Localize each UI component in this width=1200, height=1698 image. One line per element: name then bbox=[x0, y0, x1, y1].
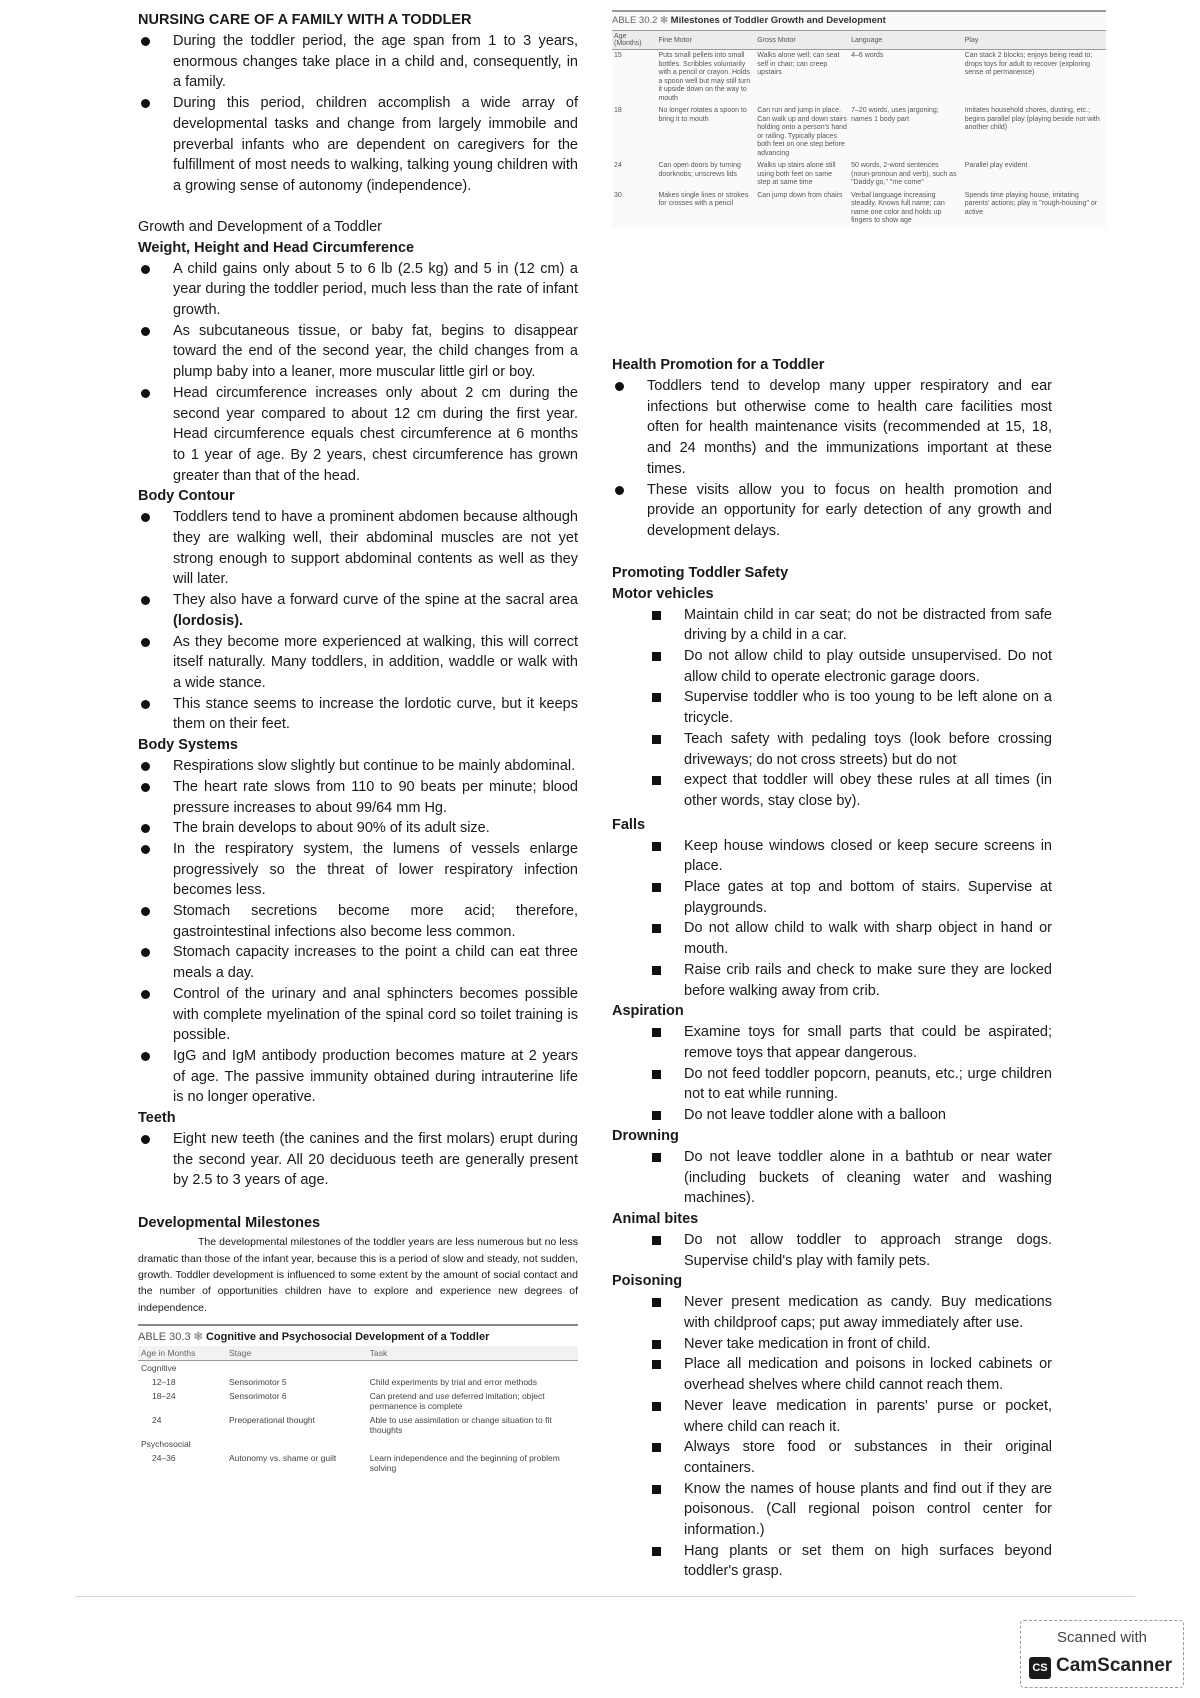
list-item: Do not allow toddler to approach strange dogs. Supervise child's play with family pets. bbox=[612, 1230, 1052, 1271]
bullet-icon bbox=[141, 265, 150, 274]
health-list bbox=[612, 376, 1052, 542]
systems-list bbox=[138, 756, 578, 1108]
square-bullet-icon bbox=[652, 1236, 661, 1245]
section-heading: Drowning bbox=[612, 1127, 679, 1144]
list-item: Do not leave toddler alone with a balloon bbox=[612, 1105, 1052, 1126]
section-heading: Falls bbox=[612, 816, 646, 833]
drowning-list bbox=[612, 1147, 1052, 1209]
list-item: IgG and IgM antibody production becomes mature at 2 years of age. The passive immunity obtained during intrauterine life is no longer operative. bbox=[138, 1046, 578, 1108]
list-item: Eight new teeth (the canines and the first molars) erupt during the second year. All 20 deciduous teeth are generally present by 2.5 to 3 years of age. bbox=[138, 1129, 578, 1191]
table-row: Cognitive bbox=[141, 1363, 177, 1374]
list-item: They also have a forward curve of the spine at the sacral area (lordosis). bbox=[138, 590, 578, 631]
bullet-icon bbox=[141, 99, 150, 108]
table-header: Gross Motor bbox=[755, 31, 849, 50]
list-item: These visits allow you to focus on health promotion and provide an opportunity for early detection of any growth and development delays. bbox=[612, 480, 1052, 542]
list-item: During this period, children accomplish a wide array of developmental tasks and change from largely immobile and preverbal infants who are dependent on caregivers for the fulfillment of most needs to walking, talking young children with a growing sense of autonomy (independence). bbox=[138, 93, 578, 197]
bullet-icon bbox=[141, 389, 150, 398]
list-item: Control of the urinary and anal sphincters becomes possible with complete myelination of the spinal cord so toilet training is possible. bbox=[138, 984, 578, 1046]
square-bullet-icon bbox=[652, 883, 661, 892]
bullet-icon bbox=[141, 990, 150, 999]
section-heading: Animal bites bbox=[612, 1210, 699, 1227]
square-bullet-icon bbox=[652, 924, 661, 933]
table-row: Psychosocial bbox=[141, 1439, 191, 1450]
list-item: Toddlers tend to have a prominent abdomen because although they are walking well, their abdominal muscles are not yet strong enough to support abdominal contents as well as they will later. bbox=[138, 507, 578, 590]
left-column bbox=[138, 10, 578, 1475]
bullet-icon bbox=[141, 762, 150, 771]
bullet-icon bbox=[141, 824, 150, 833]
list-item: expect that toddler will obey these rules at all times (in other words, stay close by). bbox=[612, 770, 1052, 811]
list-item: Examine toys for small parts that could be aspirated; remove toys that appear dangerous. bbox=[612, 1022, 1052, 1063]
list-item: Raise crib rails and check to make sure they are locked before walking away from crib. bbox=[612, 960, 1052, 1001]
table-header: Play bbox=[963, 31, 1106, 50]
section-heading: Growth and Development of a Toddler bbox=[138, 218, 382, 235]
square-bullet-icon bbox=[652, 693, 661, 702]
square-bullet-icon bbox=[652, 842, 661, 851]
table-row: 12–18 Sensorimotor 5 Child experiments by trial and error methods bbox=[152, 1377, 538, 1388]
square-bullet-icon bbox=[652, 1443, 661, 1452]
table-row: 30 Makes single lines or strokes for crosses with a pencil Can jump down from chairs Verbal language increasing steadily. Knows full name; can name one color and holds up fingers to show age Spends time playing house, imitating parents' actions; play is "rough-housing" or active bbox=[614, 191, 1098, 224]
list-item: Always store food or substances in their original containers. bbox=[612, 1437, 1052, 1478]
list-item: During the toddler period, the age span from 1 to 3 years, enormous changes take place in a child and, consequently, in a family. bbox=[138, 31, 578, 93]
section-heading: Body Systems bbox=[138, 737, 238, 754]
bullet-icon bbox=[141, 513, 150, 522]
teeth-list bbox=[138, 1129, 578, 1191]
square-bullet-icon bbox=[652, 1153, 661, 1162]
table-row: 24 Can open doors by turning doorknobs; unscrews lids Walks up stairs alone still using both feet on same step at same time 50 words, 2-word sentences (noun-pronoun and verb), such as "Daddy go," "me come" Parallel play evident bbox=[614, 162, 1028, 186]
list-item: Toddlers tend to develop many upper respiratory and ear infections but otherwise come to health care facilities most often for health maintenance visits (recommended at 15, 18, and 24 months) and the immunizations important at these times. bbox=[612, 376, 1052, 480]
list-item: Know the names of house plants and find out if they are poisonous. (Call regional poison control center for information.) bbox=[612, 1479, 1052, 1541]
milestones-table-box bbox=[612, 10, 1106, 228]
section-heading: Teeth bbox=[138, 1110, 176, 1127]
section-heading: Weight, Height and Head Circumference bbox=[138, 239, 415, 256]
list-item: In the respiratory system, the lumens of vessels enlarge progressively so the threat of lower respiratory infection becomes less. bbox=[138, 839, 578, 901]
table-header: Fine Motor bbox=[656, 31, 755, 50]
square-bullet-icon bbox=[652, 1360, 661, 1369]
list-item: Do not allow child to play outside unsupervised. Do not allow child to operate electronic garage doors. bbox=[612, 646, 1052, 687]
watermark-caption: Scanned with bbox=[1056, 1629, 1148, 1646]
camscanner-watermark bbox=[1020, 1620, 1184, 1688]
watermark-brand: CamScanner bbox=[1056, 1655, 1173, 1676]
camscanner-logo-icon: CS bbox=[1029, 1657, 1051, 1679]
list-item: This stance seems to increase the lordotic curve, but it keeps them on their feet. bbox=[138, 694, 578, 735]
milestones-paragraph: The developmental milestones of the toddler years are less numerous but no less dramatic than those of the infant year, because this is a period of slow and steady, not sudden, growth. Toddler development is influenced to some extent by the amount of social contact and the number of opportunities children have to explore and experience new degrees of independence. bbox=[138, 1236, 578, 1314]
list-item: As subcutaneous tissue, or baby fat, begins to disappear toward the end of the second year, the child changes from a plump baby into a leaner, more muscular little girl or boy. bbox=[138, 321, 578, 383]
square-bullet-icon bbox=[652, 1028, 661, 1037]
list-item: Respirations slow slightly but continue to be mainly abdominal. bbox=[138, 756, 578, 777]
intro-list bbox=[138, 31, 578, 197]
list-item: Place gates at top and bottom of stairs. Supervise at playgrounds. bbox=[612, 877, 1052, 918]
square-bullet-icon bbox=[652, 776, 661, 785]
bullet-icon bbox=[141, 37, 150, 46]
square-bullet-icon bbox=[652, 1111, 661, 1120]
table-row: 15 Puts small pellets into small bottles. Scribbles voluntarily with a pencil or crayon. Holds a spoon well but may still turn it upside down on the way to mouth Walks alone well; can seat self in chair; can creep upstairs 4–6 words Can stack 2 blocks; enjoys being read to; drops toys for adult to recover (exploring sense of permanence) bbox=[614, 52, 1093, 102]
square-bullet-icon bbox=[652, 735, 661, 744]
section-heading: Promoting Toddler Safety bbox=[612, 564, 789, 581]
page-title: NURSING CARE OF A FAMILY WITH A TODDLER bbox=[138, 12, 472, 28]
bullet-icon bbox=[141, 700, 150, 709]
table-header: Task bbox=[367, 1346, 578, 1361]
square-bullet-icon bbox=[652, 1070, 661, 1079]
table-caption: ABLE 30.3 ✻ Cognitive and Psychosocial Development of a Toddler bbox=[138, 1324, 578, 1343]
table-header: Age in Months bbox=[138, 1346, 226, 1361]
table-row: 18 No longer rotates a spoon to bring it to mouth Can run and jump in place. Can walk up and down stairs holding onto a person's hand or railing. Typically places both feet on one step before advancing 7–20 words, uses jargoning; names 1 body part Imitates household chores, dusting, etc.; begins parallel play (playing beside not with another child) bbox=[614, 107, 1100, 157]
list-item: Do not feed toddler popcorn, peanuts, etc.; urge children not to eat while running. bbox=[612, 1064, 1052, 1105]
list-item: A child gains only about 5 to 6 lb (2.5 kg) and 5 in (12 cm) a year during the toddler period, much less than the rate of infant growth. bbox=[138, 259, 578, 321]
list-item: The heart rate slows from 110 to 90 beats per minute; blood pressure increases to about 99/64 mm Hg. bbox=[138, 777, 578, 818]
bullet-icon bbox=[141, 907, 150, 916]
list-item: Stomach capacity increases to the point a child can eat three meals a day. bbox=[138, 942, 578, 983]
bullet-icon bbox=[141, 1135, 150, 1144]
square-bullet-icon bbox=[652, 1402, 661, 1411]
square-bullet-icon bbox=[652, 1485, 661, 1494]
bullet-icon bbox=[141, 327, 150, 336]
list-item: Never present medication as candy. Buy medications with childproof caps; put away immediately after use. bbox=[612, 1292, 1052, 1333]
section-heading: Body Contour bbox=[138, 488, 235, 505]
list-item: As they become more experienced at walking, this will correct itself naturally. Many toddlers, in addition, waddle or walk with a wide stance. bbox=[138, 632, 578, 694]
bullet-icon bbox=[141, 948, 150, 957]
bullet-icon bbox=[615, 382, 624, 391]
section-heading: Motor vehicles bbox=[612, 585, 714, 602]
milestones-table bbox=[612, 30, 1106, 228]
bullet-icon bbox=[141, 783, 150, 792]
bullet-icon bbox=[141, 845, 150, 854]
square-bullet-icon bbox=[652, 966, 661, 975]
bullet-icon bbox=[141, 596, 150, 605]
square-bullet-icon bbox=[652, 1298, 661, 1307]
list-item: Head circumference increases only about 2 cm during the second year compared to about 12 cm during the first year. Head circumference equals chest circumference at 6 months to 1 year of age. By 2 years, chest circumference has grown greater than that of the head. bbox=[138, 383, 578, 487]
table-header: Age (Months) bbox=[612, 31, 656, 50]
table-row: 24 Preoperational thought Able to use assimilation or change situation to fit thoughts bbox=[152, 1415, 552, 1436]
section-heading: Health Promotion for a Toddler bbox=[612, 357, 825, 373]
section-heading: Poisoning bbox=[612, 1273, 683, 1290]
weight-list bbox=[138, 259, 578, 487]
square-bullet-icon bbox=[652, 1340, 661, 1349]
list-item: The brain develops to about 90% of its adult size. bbox=[138, 818, 578, 839]
section-heading: Aspiration bbox=[612, 1003, 684, 1020]
right-column bbox=[612, 355, 1052, 1582]
list-item: Stomach secretions become more acid; therefore, gastrointestinal infections also become less common. bbox=[138, 901, 578, 942]
list-item: Do not leave toddler alone in a bathtub or near water (including buckets of cleaning water and washing machines). bbox=[612, 1147, 1052, 1209]
list-item: Hang plants or set them on high surfaces beyond toddler's grasp. bbox=[612, 1541, 1052, 1582]
square-bullet-icon bbox=[652, 1547, 661, 1556]
table-row: 18–24 Sensorimotor 6 Can pretend and use deferred imitation; object permanence is complete bbox=[152, 1391, 545, 1412]
square-bullet-icon bbox=[652, 652, 661, 661]
animal-list bbox=[612, 1230, 1052, 1271]
falls-list bbox=[612, 836, 1052, 1002]
section-heading: Developmental Milestones bbox=[138, 1215, 321, 1232]
list-item: Supervise toddler who is too young to be left alone on a tricycle. bbox=[612, 687, 1052, 728]
bullet-icon bbox=[141, 1052, 150, 1061]
list-item: Place all medication and poisons in locked cabinets or overhead shelves where child cannot reach them. bbox=[612, 1354, 1052, 1395]
poison-list bbox=[612, 1292, 1052, 1582]
motor-list bbox=[612, 605, 1052, 812]
table-caption: ABLE 30.2 ✻ Milestones of Toddler Growth and Development bbox=[612, 15, 886, 26]
list-item: Never take medication in front of child. bbox=[612, 1334, 1052, 1355]
aspiration-list bbox=[612, 1022, 1052, 1126]
list-item: Maintain child in car seat; do not be distracted from safe driving by a child in a car. bbox=[612, 605, 1052, 646]
footer-divider bbox=[75, 1596, 1135, 1597]
table-row: 24–36 Autonomy vs. shame or guilt Learn independence and the beginning of problem solving bbox=[152, 1453, 560, 1474]
list-item: Never leave medication in parents' purse or pocket, where child can reach it. bbox=[612, 1396, 1052, 1437]
list-item: Teach safety with pedaling toys (look before crossing driveways; do not cross streets) but do not bbox=[612, 729, 1052, 770]
list-item: Do not allow child to walk with sharp object in hand or mouth. bbox=[612, 918, 1052, 959]
square-bullet-icon bbox=[652, 611, 661, 620]
bullet-icon bbox=[615, 486, 624, 495]
contour-list bbox=[138, 507, 578, 735]
bullet-icon bbox=[141, 638, 150, 647]
list-item: Keep house windows closed or keep secure screens in place. bbox=[612, 836, 1052, 877]
table-header: Stage bbox=[226, 1346, 367, 1361]
cognitive-table bbox=[138, 1346, 578, 1475]
table-header: Language bbox=[849, 31, 963, 50]
